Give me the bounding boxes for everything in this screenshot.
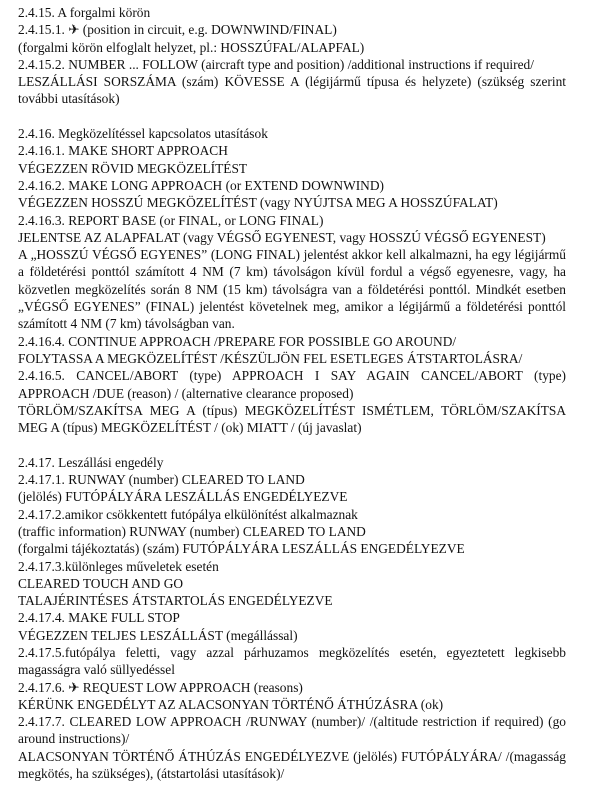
paragraph-gap	[18, 108, 566, 125]
phrase-2-4-16-2-hu: VÉGEZZEN HOSSZÚ MEGKÖZELÍTÉST (vagy NYÚJTSA MEG A HOSSZÚFALAT)	[18, 195, 498, 211]
phrase-2-4-17-3-hu: TALAJÉRINTÉSES ÁTSTARTOLÁS ENGEDÉLYEZVE	[18, 593, 333, 609]
phrase-2-4-17-6-en: 2.4.17.6. ✈ REQUEST LOW APPROACH (reasons)	[18, 679, 303, 695]
phrase-2-4-16-5-en: 2.4.16.5. CANCEL/ABORT (type) APPROACH I SAY AGAIN CANCEL/ABORT (type) APPROACH /DUE (reason) / (alternative clearance proposed)	[18, 368, 566, 401]
section-heading-2-4-15: 2.4.15. A forgalmi körön	[18, 5, 151, 20]
phrase-2-4-16-3-en: 2.4.16.3. REPORT BASE (or FINAL, or LONG FINAL)	[18, 212, 324, 228]
phrase-2-4-16-4-en: 2.4.16.4. CONTINUE APPROACH /PREPARE FOR POSSIBLE GO AROUND/	[18, 333, 457, 349]
phrase-2-4-16-1-en: 2.4.16.1. MAKE SHORT APPROACH	[18, 143, 228, 159]
section-heading-2-4-16: 2.4.16. Megközelítéssel kapcsolatos utasítások	[18, 126, 268, 142]
phrase-2-4-15-2-hu: LESZÁLLÁSI SORSZÁMA (szám) KÖVESSE A (légijármű típusa és helyzete) (szükség szerint további utasítások)	[18, 74, 566, 107]
phrase-2-4-17-6-hu: KÉRÜNK ENGEDÉLYT AZ ALACSONYAN TÖRTÉNŐ ÁTHÚZÁSRA (ok)	[18, 696, 444, 712]
document-page	[18, 4, 566, 782]
phrase-2-4-17-2-hu: (forgalmi tájékoztatás) (szám) FUTÓPÁLYÁRA LESZÁLLÁS ENGEDÉLYEZVE	[18, 541, 465, 557]
phrase-2-4-16-3-hu: JELENTSE AZ ALAPFALAT (vagy VÉGSŐ EGYENEST, vagy HOSSZÚ VÉGSŐ EGYENEST)	[18, 229, 546, 245]
phrase-2-4-17-4-hu: VÉGEZZEN TELJES LESZÁLLÁST (megállással)	[18, 627, 298, 643]
phrase-2-4-17-2-en: (traffic information) RUNWAY (number) CLEARED TO LAND	[18, 523, 366, 539]
phrase-2-4-17-1-hu: (jelölés) FUTÓPÁLYÁRA LESZÁLLÁS ENGEDÉLYEZVE	[18, 489, 348, 505]
phrase-2-4-17-4-en: 2.4.17.4. MAKE FULL STOP	[18, 610, 180, 626]
phrase-2-4-16-4-hu: FOLYTASSA A MEGKÖZELÍTÉST /KÉSZÜLJÖN FEL ESETLEGES ÁTSTARTOLÁSRA/	[18, 350, 523, 366]
phrase-2-4-16-1-hu: VÉGEZZEN RÖVID MEGKÖZELÍTÉST	[18, 160, 248, 176]
phrase-2-4-15-2-en: 2.4.15.2. NUMBER ... FOLLOW (aircraft type and position) /additional instructions if required/	[18, 56, 534, 72]
condition-2-4-17-3: 2.4.17.3.különleges műveletek esetén	[18, 558, 219, 574]
condition-2-4-17-2: 2.4.17.2.amikor csökkentett futópálya elkülönítést alkalmaznak	[18, 506, 358, 522]
section-heading-2-4-17: 2.4.17. Leszállási engedély	[18, 454, 164, 470]
condition-2-4-17-5: 2.4.17.5.futópálya feletti, vagy azzal párhuzamos megközelítés esetén, egyeztetett legkisebb magasságra való süllyedéssel	[18, 644, 566, 678]
paragraph-gap	[18, 436, 566, 453]
phrase-2-4-15-1-en: 2.4.15.1. ✈ (position in circuit, e.g. DOWNWIND/FINAL)	[18, 22, 337, 38]
phrase-2-4-16-5-hu: TÖRLÖM/SZAKÍTSA MEG A (típus) MEGKÖZELÍTÉST ISMÉTLEM, TÖRLÖM/SZAKÍTSA MEG A (típus) MEGKÖZELÍTÉST / (ok) MIATT / (új javaslat)	[18, 402, 566, 436]
phrase-2-4-15-1-hu: (forgalmi körön elfoglalt helyzet, pl.: HOSSZÚFAL/ALAPFAL)	[18, 39, 365, 55]
phrase-2-4-17-1-en: 2.4.17.1. RUNWAY (number) CLEARED TO LAND	[18, 472, 305, 488]
phrase-2-4-17-7-hu: ALACSONYAN TÖRTÉNŐ ÁTHÚZÁS ENGEDÉLYEZVE (jelölés) FUTÓPÁLYÁRA/ /(magasság megkötés, ha szükséges), (átstartolási utasítások)/	[18, 748, 566, 782]
phrase-2-4-16-2-en: 2.4.16.2. MAKE LONG APPROACH (or EXTEND DOWNWIND)	[18, 177, 384, 193]
phrase-2-4-17-7-en: 2.4.17.7. CLEARED LOW APPROACH /RUNWAY (number)/ /(altitude restriction if required) (go around instructions)/	[18, 714, 566, 747]
phrase-2-4-17-3-en: CLEARED TOUCH AND GO	[18, 575, 184, 591]
note-long-final: A „HOSSZÚ VÉGSŐ EGYENES” (LONG FINAL) jelentést akkor kell alkalmazni, ha egy légijármű a földetérési ponttól számított 4 NM (7 km) távolságon kívül fordul a végső egyenesre, vagy, ha közvetlen megközelítés során 8 NM (15 km) távolságra van a földetérési ponttól. Mindkét esetben „VÉGSŐ EGYENES” (FINAL) jelentést követelnek meg, amikor a légijármű a földetérési ponttól számított 4 NM (7 km) távolságban van.	[18, 247, 566, 332]
